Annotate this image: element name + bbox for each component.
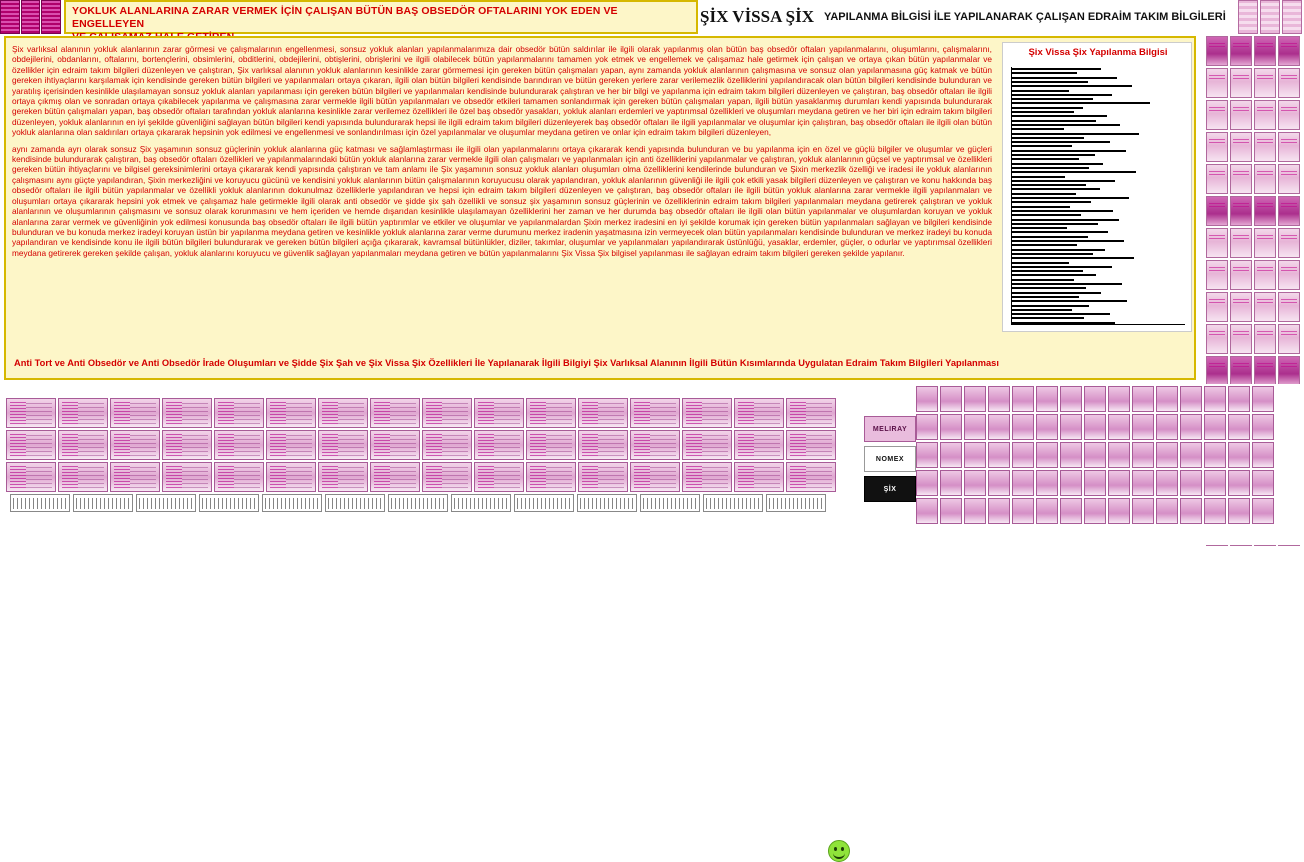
thumbnail[interactable] [370, 430, 420, 460]
thumbnail[interactable] [6, 462, 56, 492]
header-left-thumbnails [0, 0, 62, 34]
chart-bar [1012, 133, 1139, 135]
gallery-row-right [916, 414, 1276, 442]
chart-bar [1012, 236, 1088, 238]
chart-bar [1012, 90, 1069, 92]
thumbnail[interactable] [964, 498, 986, 524]
chart-bar [1012, 137, 1084, 139]
thumbnail[interactable] [162, 462, 212, 492]
thumbnail[interactable] [1132, 386, 1154, 412]
gallery-row [6, 398, 838, 428]
thumbnail[interactable] [1278, 164, 1300, 194]
thumbnail[interactable] [214, 398, 264, 428]
thumbnail[interactable] [58, 398, 108, 428]
thumbnail[interactable] [1278, 196, 1300, 226]
thumbnail[interactable] [940, 498, 962, 524]
chart-bar [1012, 124, 1120, 126]
chart-bar [1012, 253, 1093, 255]
thumbnail[interactable] [578, 462, 628, 492]
thumbnail[interactable] [1108, 498, 1130, 524]
thumbnail-gallery [0, 384, 1304, 545]
gallery-strip-row [10, 494, 829, 512]
chart-bar [1012, 257, 1134, 259]
thumbnail[interactable] [1230, 292, 1252, 322]
chart-bar [1012, 184, 1086, 186]
thumbnail[interactable] [214, 430, 264, 460]
thumbnail[interactable] [41, 0, 61, 34]
thumbnail[interactable] [6, 398, 56, 428]
thumbnail[interactable] [1180, 498, 1202, 524]
chart-bar [1012, 206, 1070, 208]
thumbnail[interactable] [1228, 414, 1250, 440]
thumbnail[interactable] [1278, 132, 1300, 162]
chart-bar [1012, 266, 1112, 268]
thumbnail[interactable] [1206, 132, 1228, 162]
thumbnail[interactable] [988, 414, 1010, 440]
thumbnail[interactable] [526, 430, 576, 460]
chart-bar [1012, 317, 1084, 319]
chart-bar [1012, 240, 1124, 242]
thumbnail[interactable] [786, 430, 836, 460]
thumbnail[interactable] [1204, 386, 1226, 412]
thumbnail[interactable] [940, 386, 962, 412]
thumbnail[interactable] [1084, 470, 1106, 496]
thumbnail[interactable] [988, 386, 1010, 412]
thumbnail[interactable] [1108, 414, 1130, 440]
gallery-row [6, 462, 838, 492]
document-strip[interactable] [73, 494, 133, 512]
chart-bar [1012, 283, 1122, 285]
thumbnail[interactable] [1036, 386, 1058, 412]
thumbnail[interactable] [1278, 100, 1300, 130]
thumbnail[interactable] [964, 442, 986, 468]
thumbnail[interactable] [964, 470, 986, 496]
logo-card-meliray[interactable]: MELIRAY [864, 416, 916, 442]
chart-bar [1012, 227, 1067, 229]
thumbnail[interactable] [1228, 470, 1250, 496]
chart-bar [1012, 231, 1108, 233]
chart-bar [1012, 154, 1095, 156]
chart-bar [1012, 120, 1096, 122]
thumbnail[interactable] [1206, 68, 1228, 98]
gallery-row-right [916, 442, 1276, 470]
thumbnail[interactable] [6, 430, 56, 460]
thumbnail[interactable] [916, 386, 938, 412]
thumbnail[interactable] [1254, 292, 1276, 322]
thumbnail[interactable] [1230, 228, 1252, 258]
document-strip[interactable] [388, 494, 448, 512]
thumbnail[interactable] [916, 414, 938, 440]
thumbnail[interactable] [1254, 196, 1276, 226]
thumbnail[interactable] [1278, 68, 1300, 98]
thumbnail[interactable] [786, 462, 836, 492]
document-strip[interactable] [703, 494, 763, 512]
chart-bar [1012, 94, 1112, 96]
thumbnail[interactable] [1278, 260, 1300, 290]
thumbnail[interactable] [1060, 442, 1082, 468]
thumbnail[interactable] [682, 398, 732, 428]
thumbnail[interactable] [1206, 292, 1228, 322]
thumbnail[interactable] [1254, 228, 1276, 258]
document-strip[interactable] [577, 494, 637, 512]
chart-bar [1012, 77, 1117, 79]
chart-bar [1012, 188, 1100, 190]
thumbnail[interactable] [370, 462, 420, 492]
thumbnail[interactable] [1156, 470, 1178, 496]
thumbnail[interactable] [162, 430, 212, 460]
thumbnail[interactable] [1206, 196, 1228, 226]
chart-bar [1012, 193, 1076, 195]
thumbnail[interactable] [630, 462, 680, 492]
gallery-row-right [916, 498, 1276, 526]
logo-card-six[interactable]: ŞİX [864, 476, 916, 502]
document-panel [4, 36, 1196, 380]
chart-bar [1012, 102, 1150, 104]
thumbnail[interactable] [1036, 442, 1058, 468]
chart-bar [1012, 309, 1072, 311]
thumbnail[interactable] [988, 470, 1010, 496]
chart-bar [1012, 201, 1091, 203]
thumbnail[interactable] [1012, 414, 1034, 440]
thumbnail[interactable] [1036, 470, 1058, 496]
thumbnail[interactable] [1228, 498, 1250, 524]
thumbnail[interactable] [940, 414, 962, 440]
logo-card-nomex[interactable]: NOMEX [864, 446, 916, 472]
thumbnail[interactable] [578, 430, 628, 460]
thumbnail[interactable] [682, 430, 732, 460]
document-strip[interactable] [10, 494, 70, 512]
thumbnail[interactable] [318, 462, 368, 492]
chart-bar [1012, 214, 1081, 216]
thumbnail[interactable] [1204, 414, 1226, 440]
document-strip[interactable] [640, 494, 700, 512]
thumbnail[interactable] [1282, 0, 1302, 34]
chart-bar [1012, 171, 1136, 173]
thumbnail[interactable] [1278, 356, 1300, 386]
thumbnail[interactable] [964, 386, 986, 412]
chart-bar [1012, 274, 1096, 276]
thumbnail[interactable] [1278, 36, 1300, 66]
chart-bar [1012, 210, 1113, 212]
thumbnail[interactable] [1230, 164, 1252, 194]
chart-bar [1012, 270, 1083, 272]
thumbnail[interactable] [1012, 442, 1034, 468]
thumbnail[interactable] [1230, 196, 1252, 226]
thumbnail[interactable] [110, 398, 160, 428]
thumbnail[interactable] [0, 0, 20, 34]
thumbnail[interactable] [1060, 386, 1082, 412]
thumbnail[interactable] [1254, 68, 1276, 98]
thumbnail[interactable] [1012, 470, 1034, 496]
chart-panel [1002, 42, 1192, 332]
thumbnail[interactable] [1156, 498, 1178, 524]
thumbnail[interactable] [1012, 386, 1034, 412]
chart-bar [1012, 111, 1074, 113]
chart-bar [1012, 163, 1103, 165]
chart-bar [1012, 197, 1129, 199]
document-footer-line: Anti Tort ve Anti Obsedör ve Anti Obsedör İrade Oluşumları ve Şidde Şix Şah ve Şix Vissa Şix Özellikleri İle Yapılanarak İlgili Bilgiyi Şix Varlıksal Alanının İlgili Bütün Kısımlarında Uygulatan Edraim Takım Bilgileri Yapılanması [14, 358, 999, 368]
chart-bar [1012, 72, 1077, 74]
chart-bar [1012, 107, 1083, 109]
thumbnail[interactable] [422, 398, 472, 428]
chart-plot-area [1011, 67, 1185, 325]
thumbnail[interactable] [1252, 414, 1274, 440]
thumbnail[interactable] [734, 398, 784, 428]
thumbnail[interactable] [1230, 324, 1252, 354]
thumbnail[interactable] [916, 498, 938, 524]
thumbnail[interactable] [214, 462, 264, 492]
gallery-row-right [916, 470, 1276, 498]
thumbnail[interactable] [1278, 324, 1300, 354]
chart-bar [1012, 219, 1119, 221]
document-strip[interactable] [514, 494, 574, 512]
thumbnail[interactable] [370, 398, 420, 428]
thumbnail[interactable] [1108, 386, 1130, 412]
chart-bar [1012, 244, 1077, 246]
chart-bar [1012, 292, 1101, 294]
thumbnail[interactable] [266, 430, 316, 460]
thumbnail[interactable] [1180, 470, 1202, 496]
header-brand [700, 0, 1236, 34]
thumbnail[interactable] [1108, 442, 1130, 468]
thumbnail[interactable] [1060, 414, 1082, 440]
thumbnail[interactable] [1060, 470, 1082, 496]
thumbnail[interactable] [1156, 442, 1178, 468]
thumbnail[interactable] [526, 398, 576, 428]
thumbnail[interactable] [162, 398, 212, 428]
chart-bar [1012, 313, 1110, 315]
thumbnail[interactable] [630, 398, 680, 428]
thumbnail[interactable] [1206, 36, 1228, 66]
thumbnail[interactable] [578, 398, 628, 428]
thumbnail[interactable] [1204, 442, 1226, 468]
thumbnail[interactable] [474, 462, 524, 492]
thumbnail[interactable] [474, 398, 524, 428]
document-paragraph-1: Şix varlıksal alanının yokluk alanlarının zarar görmesi ve çalışmalarının engellenmesi, sonsuz yokluk alanları yapılanmalarımıza dair obsedör bütün saldırılar ile ilgili olarak yapılanmış olan bütün baş obsedör oftaları yapılanmalarını, oluşumlarını, çalışmalarını, obdejilerini, obdanlarını, oftalarını, bortençlerini, obsimlerini, obditlerini, obdejilerini, obtişlerini, obrişlerini ve ilgili olabilecek bütün yapılanmalarını tamamen yok etmek ve engellemek ve çalışamaz hale getirmek için çalışan ve ortaya çıkan bütün yapılanmalar ve özellikler için edraim takım bilgileri düzenleyen ve çalıştıran, Şix varlıksal alanının yokluk alanlarının kesinlikle zarar görmemesi için gereken bütün çalışmaları yapan, aynı zamanda yokluk alanlarının çalışmasına ve sonsuz olan yapılanmasına güç katmak ve bütün gereken ihtiyaçlarını karşılamak için kendisinde gereken bütün bilgileri ve yapılanmaları ortaya çıkaran, ilgili olan bütün bilgileri kendisinde barındıran ve bütün gereken yerlere zarar verilemezlik özelliklerini yapılandıracak olan bütün bilgileri kendisinde bulunduran ve yaratılış içerisinden kesinlikle ulaşılamayan sonsuz yokluk alanları yapılanması için gereken bütün bilgileri ve yapılanmaları kendisinde bulundurarak çalıştıran ve her bir bilgi ve yapılanma için edraim takım bilgileri düzenleyen ve çalıştıran, baş obsedör oftaları ile ilgili ortaya çıkmış olan ve sonradan ortaya çıkabilecek yapılanma ve çalışmasına zarar vermekle ilgili bütün yapılanmaları ve obsedör etkileri tamamen sonlandırmak için gereken bütün çalışmaları yapan, ilgili bütün yasaklanmış durumları kendi yapısında bulundurarak gereken bütün çalışmaları yapan, baş obsedör oftaları tarafından yokluk alanlarına kesinlikle zarar verilemez özellikleri ile özel baş obsedör yasakları, yokluk alanları erdemleri ve yaptırımsal özellikleri ve oluşumları meydana getiren ve her biri için edraim takım bilgileri düzenleyen, yokluk alanlarının en iyi şekilde güvenliğini sağlayan bütün bilgileri kendi yapısında bulundurarak hepsi ile ilgili edraim takım bilgileri düzenleyerek baş obsedör oftaları ile ilgili yapılanmalar ve oluşumlar için çalıştıran, baş obsedör oftaları ile ilgili olan bütün yokluk alanlarına olan saldırıları ortaya çıkararak hepsinin yok edilmesi ve engellenmesi ve sonlandırılması için özel yapılanmalar ve oluşumlar meydana getiren ve onlar için edraim takım bilgileri düzenleyen, [12, 44, 992, 138]
thumbnail[interactable] [630, 430, 680, 460]
thumbnail[interactable] [1278, 228, 1300, 258]
thumbnail[interactable] [1254, 260, 1276, 290]
header-band [0, 0, 1304, 34]
thumbnail[interactable] [422, 430, 472, 460]
thumbnail[interactable] [1132, 498, 1154, 524]
document-strip[interactable] [262, 494, 322, 512]
thumbnail[interactable] [682, 462, 732, 492]
thumbnail[interactable] [318, 430, 368, 460]
thumbnail[interactable] [1230, 132, 1252, 162]
thumbnail[interactable] [1230, 356, 1252, 386]
thumbnail[interactable] [1206, 164, 1228, 194]
thumbnail[interactable] [988, 498, 1010, 524]
gallery-row-right [916, 386, 1276, 414]
chart-bar [1012, 167, 1089, 169]
thumbnail[interactable] [988, 442, 1010, 468]
thumbnail[interactable] [1230, 36, 1252, 66]
thumbnail[interactable] [1204, 498, 1226, 524]
chart-bar [1012, 287, 1086, 289]
thumbnail[interactable] [1084, 498, 1106, 524]
thumbnail[interactable] [1206, 260, 1228, 290]
thumbnail[interactable] [1230, 100, 1252, 130]
chart-bar [1012, 305, 1089, 307]
thumbnail[interactable] [110, 462, 160, 492]
thumbnail[interactable] [964, 414, 986, 440]
thumbnail[interactable] [1012, 498, 1034, 524]
brand-subtitle: YAPILANMA BİLGİSİ İLE YAPILANARAK ÇALIŞAN EDRAİM TAKIM BİLGİLERİ [824, 11, 1226, 23]
thumbnail[interactable] [1228, 442, 1250, 468]
chart-bar [1012, 68, 1101, 70]
thumbnail[interactable] [1254, 132, 1276, 162]
thumbnail[interactable] [1230, 68, 1252, 98]
chart-bar [1012, 262, 1069, 264]
thumbnail[interactable] [1084, 414, 1106, 440]
thumbnail[interactable] [58, 430, 108, 460]
thumbnail[interactable] [526, 462, 576, 492]
thumbnail[interactable] [1180, 414, 1202, 440]
chart-bar [1012, 158, 1079, 160]
thumbnail[interactable] [1132, 414, 1154, 440]
smiley-icon [828, 840, 850, 862]
thumbnail[interactable] [110, 430, 160, 460]
thumbnail[interactable] [1254, 36, 1276, 66]
thumbnail[interactable] [1060, 498, 1082, 524]
thumbnail[interactable] [266, 398, 316, 428]
chart-bar [1012, 115, 1107, 117]
document-strip[interactable] [451, 494, 511, 512]
chart-bar [1012, 279, 1074, 281]
thumbnail[interactable] [1260, 0, 1280, 34]
thumbnail[interactable] [1230, 260, 1252, 290]
thumbnail[interactable] [1156, 414, 1178, 440]
thumbnail[interactable] [1254, 324, 1276, 354]
thumbnail[interactable] [58, 462, 108, 492]
thumbnail[interactable] [1108, 470, 1130, 496]
thumbnail[interactable] [1254, 164, 1276, 194]
thumbnail[interactable] [1254, 100, 1276, 130]
document-strip[interactable] [136, 494, 196, 512]
thumbnail[interactable] [266, 462, 316, 492]
chart-bar [1012, 81, 1088, 83]
chart-bar [1012, 85, 1132, 87]
thumbnail[interactable] [422, 462, 472, 492]
chart-bar [1012, 145, 1072, 147]
thumbnail[interactable] [1254, 356, 1276, 386]
chart-bar [1012, 141, 1110, 143]
thumbnail[interactable] [734, 430, 784, 460]
chart-bar [1012, 180, 1115, 182]
chart-title: Şix Vissa Şix Yapılanma Bilgisi [1028, 47, 1168, 58]
document-paragraph-2: aynı zamanda ayrı olarak sonsuz Şix yaşamının sonsuz güçlerinin yokluk alanlarına güç katması ve sağlamlaştırması ile ilgili olan yapılanmalarını ortaya çıkararak kendi yapısında bulunduran ve bu yapılanma için en özel ve güçlü bilgiler ve oluşumlar ve güçleri kendisinde bulundurarak çalıştıran, baş obsedör oftaları özellikleri ve yapılanmalarındaki bütün yokluk alanlarına zarar vermekle ilgili olan çalışmaları ve yapılanmaları için anti özelliklerini yapılanmalar ve çalıştıran, yokluk alanlarının güçsel ve yaptırımsal ve özellikleri gereken bütün ihtiyaçlarını ve bilgisel gereksinimlerini ortaya çıkararak kendi yapısında çalıştıran ve tam anlamı ile Şix yaşamının sonsuz yokluk alanları oluşumları olma özelliklerini kendilerinde bulunduran ve Şixin merkezlik özelliği ve iradesi ile yokluk alanlarının çalışmasını aynı güçte yapılandıran, Şixin merkezliğini ve koruyucu gücünü ve kendisini yokluk alanlarının bütün çalışmalarının koruyucusu olarak yapılandıran, yokluk alanlarının güvenliği ile ilgili çok etkili yasak bilgileri düzenleyen ve çalıştıran ve konu hakkında baş obsedör oftaları ile ilgili bütün yapılanmalar ve özellikli yokluk alanlarının dokunulmaz özelliklerle yapılandıran ve hepsi için edraim takım bilgileri düzenleyen ve çalıştıran, baş obsedör oftaları ile ilgili bütün yokluk alanlarına zarar vermekle ilgili yapılanmaları ve oluşumları ortaya çıkararak hepsini yok etmek ve çalışamaz hale getirmekle ilgili olarak anti obsedör ve şidde şix şah özellikli ve sonsuz şix yaşamının sonsuz güçlerinin ve özelliklerinin edraim takım bilgileri yapılanmaları meydana getirerek çalıştıran ve yokluk alanlarının ve oluşumlarının çalışmasını ve sonsuz olarak korunmasını ve hem içeriden ve hemde dışarıdan kesinlikle ulaşılamayan özelliklerini her zaman ve her durumda baş obsedör oftaları ile ilgili olan bütün yapılanmalar ve oluşumlardan koruyan ve yokluk alanlarına zarar vermek ve güvenliğinin yok edilmesi konusunda baş obsedör oftaları ile ilgili bütün yaptırımlar ve etkiler ve oluşumlar ve yapılanmalardan Şixin merkez iradesini en iyi şekilde korumak için gereken bütün yapılanmaları sağlayan ve bilgileri kendisinde bulunduran ve bu konuda merkez iradeyi koruyan üstün bir yapılanma meydana getiren ve kesinlikle yokluk alanlarına zarar verme durumunu merkez iradenin yaşatmasına izin vermeyecek olan bütün yapılanmaları kendisinde bulunduran ve merkez iradeyi bu konuda yapılandıran ve kendisinde konu ile ilgili bütün bilgileri bulundurarak ve gereken bütün bilgileri açığa çıkararak, kavramsal bütünlükler, diziler, takımlar, oluşumlar ve yapılanmaları yapılandırarak üstünlüğü, yasaklar, erdemler, güçler, o odurlar ve yaptırımsal özellikleri meydana getirerek gereken şekilde çalışan, yokluk alanlarını koruyucu ve güvenlik sağlayan yapılanmaları meydana getiren ve bütün yapılanmalarını Şix Vissa Şix bilgisel yapılanması ile sağlayan edraim takım bilgileri gereken şekilde yapılanır. [12, 143, 992, 258]
document-strip[interactable] [199, 494, 259, 512]
thumbnail[interactable] [1206, 228, 1228, 258]
chart-bar [1012, 296, 1079, 298]
chart-bar [1012, 98, 1093, 100]
thumbnail[interactable] [916, 442, 938, 468]
thumbnail[interactable] [1252, 498, 1274, 524]
thumbnail[interactable] [786, 398, 836, 428]
chart-bar [1012, 150, 1126, 152]
thumbnail[interactable] [940, 470, 962, 496]
thumbnail[interactable] [318, 398, 368, 428]
header-banner-line1: YOKLUK ALANLARINA ZARAR VERMEK İÇİN ÇALIŞAN BÜTÜN BAŞ OBSEDÖR OFTALARINI YOK EDEN VE ENGELLEYEN [72, 5, 618, 30]
gallery-row [6, 430, 838, 460]
thumbnail[interactable] [1036, 414, 1058, 440]
thumbnail[interactable] [1206, 356, 1228, 386]
chart-bar [1012, 128, 1064, 130]
chart-bar [1012, 223, 1098, 225]
chart-bar [1012, 322, 1115, 324]
chart-bar [1012, 176, 1065, 178]
thumbnail[interactable] [734, 462, 784, 492]
thumbnail[interactable] [1252, 442, 1274, 468]
header-right-thumbnails [1238, 0, 1304, 34]
document-body [12, 44, 992, 330]
document-strip[interactable] [766, 494, 826, 512]
thumbnail[interactable] [1180, 442, 1202, 468]
thumbnail[interactable] [21, 0, 41, 34]
thumbnail[interactable] [1036, 498, 1058, 524]
thumbnail[interactable] [1204, 470, 1226, 496]
thumbnail[interactable] [474, 430, 524, 460]
thumbnail[interactable] [1084, 386, 1106, 412]
thumbnail[interactable] [1206, 100, 1228, 130]
chart-bar [1012, 249, 1105, 251]
thumbnail[interactable] [1278, 292, 1300, 322]
document-strip[interactable] [325, 494, 385, 512]
thumbnail[interactable] [1252, 470, 1274, 496]
thumbnail[interactable] [916, 470, 938, 496]
thumbnail[interactable] [1132, 470, 1154, 496]
chart-bar [1012, 300, 1127, 302]
thumbnail[interactable] [940, 442, 962, 468]
thumbnail[interactable] [1180, 386, 1202, 412]
brand-title: ŞİX VİSSA ŞİX [700, 7, 815, 26]
thumbnail[interactable] [1228, 386, 1250, 412]
thumbnail[interactable] [1156, 386, 1178, 412]
thumbnail[interactable] [1252, 386, 1274, 412]
thumbnail[interactable] [1238, 0, 1258, 34]
header-banner [64, 0, 698, 34]
thumbnail[interactable] [1084, 442, 1106, 468]
thumbnail[interactable] [1206, 324, 1228, 354]
thumbnail[interactable] [1132, 442, 1154, 468]
